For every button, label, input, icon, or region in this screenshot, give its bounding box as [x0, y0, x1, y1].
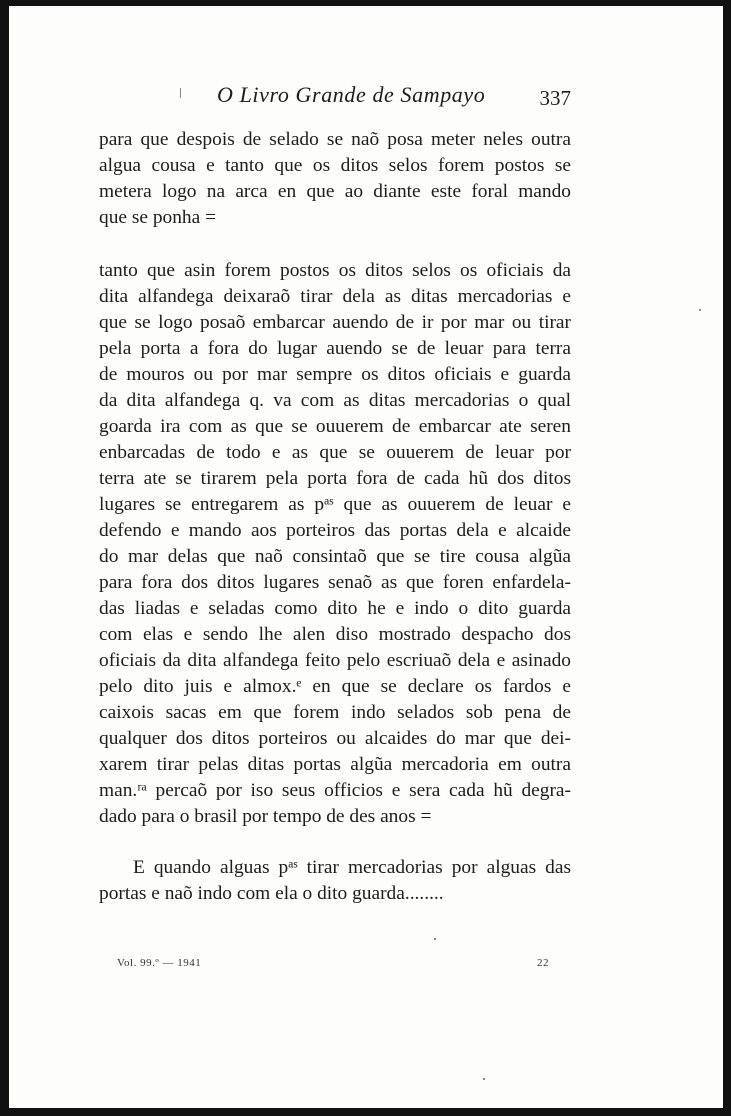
- text-line: oficiais da dita alfandega feito pelo escriuaõ dela e asinado: [99, 650, 571, 671]
- page-footer: [117, 957, 549, 975]
- scan-speck: [434, 938, 436, 940]
- text-line: lugares se entregarem as pᵃˢ que as ouuerem de leuar e: [99, 494, 571, 515]
- page-number: 337: [539, 86, 571, 110]
- text-line: terra ate se tirarem pela porta fora de cada hũ dos ditos: [99, 468, 571, 489]
- scan-speck: [180, 88, 181, 98]
- text-line: para que despois de selado se naõ posa meter neles outra: [99, 129, 571, 150]
- paragraph-gap: [99, 231, 571, 258]
- text-line: das liadas e seladas como dito he e indo o dito guarda: [99, 598, 571, 619]
- text-line: enbarcadas de todo e as que se ouuerem de leuar por: [99, 442, 571, 463]
- running-head: [99, 82, 571, 116]
- text-line: caixois sacas em que forem indo selados sob pena de: [99, 702, 571, 723]
- running-title: O Livro Grande de Sampayo: [217, 82, 486, 107]
- text-line: tanto que asin forem postos os ditos selos os oficiais da: [99, 260, 571, 281]
- text-line: de mouros ou por mar sempre os ditos oficiais e guarda: [99, 364, 571, 385]
- scan-speck: [483, 1078, 485, 1080]
- paragraph-3: [99, 855, 571, 907]
- text-line: metera logo na arca en que ao diante este foral mando: [99, 181, 571, 202]
- text-line: que se logo posaõ embarcar auendo de ir por mar ou tirar: [99, 312, 571, 333]
- text-line: goarda ira com as que se ouuerem de embarcar ate seren: [99, 416, 571, 437]
- body-text: [99, 127, 571, 907]
- paragraph-2: [99, 258, 571, 830]
- text-line: pelo dito juis e almox.ᵉ en que se declare os fardos e: [99, 676, 571, 697]
- paragraph-gap: [99, 830, 571, 855]
- text-line: do mar delas que naõ consintaõ que se tire cousa algũa: [99, 546, 571, 567]
- text-line: da dita alfandega q. va com as ditas mercadorias o qual: [99, 390, 571, 411]
- text-line: defendo e mando aos porteiros das portas dela e alcaide: [99, 520, 571, 541]
- volume-note: Vol. 99.º — 1941: [117, 957, 202, 969]
- text-line: dita alfandega deixaraõ tirar dela as ditas mercadorias e: [99, 286, 571, 307]
- text-line: com elas e sendo lhe alen diso mostrado despacho dos: [99, 624, 571, 645]
- text-line: E quando alguas pᵃˢ tirar mercadorias por alguas das: [133, 857, 571, 878]
- text-line: que se ponha =: [99, 207, 217, 228]
- text-line: algua cousa e tanto que os ditos selos forem postos se: [99, 155, 571, 176]
- signature-mark: 22: [537, 957, 549, 969]
- text-line: qualquer dos ditos porteiros ou alcaides do mar que dei-: [99, 728, 571, 749]
- text-line: dado para o brasil por tempo de des anos =: [99, 806, 432, 827]
- text-line: man.ʳᵃ percaõ por iso seus officios e sera cada hũ degra-: [99, 780, 571, 801]
- text-line: pela porta a fora do lugar auendo se de leuar para terra: [99, 338, 571, 359]
- text-line: portas e naõ indo com ela o dito guarda........: [99, 883, 444, 904]
- text-line: para fora dos ditos lugares senaõ as que foren enfardela-: [99, 572, 571, 593]
- paragraph-1: [99, 127, 571, 231]
- text-line: xarem tirar pelas ditas portas algũa mercadoria em outra: [99, 754, 571, 775]
- scan-speck: [699, 309, 701, 311]
